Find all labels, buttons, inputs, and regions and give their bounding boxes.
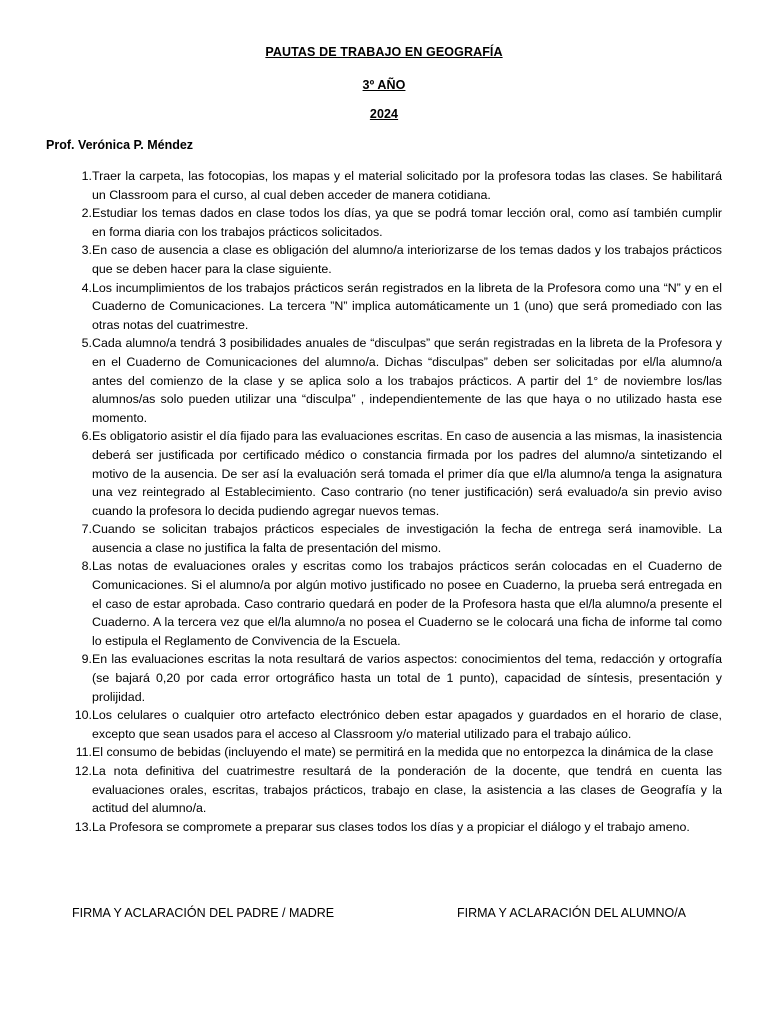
list-item-text: En las evaluaciones escritas la nota resultará de varios aspectos: conocimientos del tema, redacción y ortografía (se bajará 0,20 por cada error ortográfico hasta un total de 1 punto), capacidad de síntesis, presentación y prolijidad.	[92, 652, 722, 704]
student-signature-label: FIRMA Y ACLARACIÓN DEL ALUMNO/A	[457, 906, 687, 920]
list-item-text: Los celulares o cualquier otro artefacto electrónico deben estar apagados y guardados en el horario de clase, excepto que sean usados para el acceso al Classroom y/o material utilizado para el trabajo aúlico.	[92, 708, 722, 741]
list-item	[46, 743, 722, 762]
school-year: 2024	[369, 107, 399, 121]
list-item-text: Cada alumno/a tendrá 3 posibilidades anuales de “disculpas” que serán registradas en la libreta de la Profesora y en el Cuaderno de Comunicaciones del alumno/a. Dichas “disculpas” deben ser solicitadas por el/la alumno/a antes del comienzo de la clase y se aplica solo a los trabajos prácticos. A partir del 1° de noviembre los/las alumnos/as solo pueden utilizar una “disculpa” , independientemente de las que haya o no utilizado hasta ese momento.	[92, 336, 722, 425]
list-item-text: La Profesora se compromete a preparar sus clases todos los días y a propiciar el diálogo y el trabajo ameno.	[92, 819, 690, 834]
list-item-number: 1.	[81, 169, 92, 183]
list-item-text: En caso de ausencia a clase es obligación del alumno/a interiorizarse de los temas dados y los trabajos prácticos que se deben hacer para la clase siguiente.	[92, 243, 722, 276]
parent-signature-label: FIRMA Y ACLARACIÓN DEL PADRE / MADRE	[72, 906, 335, 920]
list-item-text: Los incumplimientos de los trabajos prácticos serán registrados en la libreta de la Profesora como una “N” y en el Cuaderno de Comunicaciones. La tercera ”N” implica automáticamente un 1 (uno) que será promediado con las otras notas del cuatrimestre.	[92, 280, 722, 332]
list-item	[46, 557, 722, 650]
list-item-number: 10.	[74, 708, 92, 723]
list-item	[46, 650, 722, 706]
list-item	[46, 706, 722, 743]
list-item-number: 11.	[75, 745, 92, 760]
list-item-text: La nota definitiva del cuatrimestre resultará de la ponderación de la docente, que tendrá en cuenta las evaluaciones orales, escritas, trabajos prácticos, trabajo en clase, la asistencia a las clases de Geografía y la actitud del alumno/a.	[92, 764, 722, 816]
document-title: PAUTAS DE TRABAJO EN GEOGRAFÍA	[265, 45, 503, 59]
list-item-text: Estudiar los temas dados en clase todos los días, ya que se podrá tomar lección oral, como así también cumplir en forma diaria con los trabajos prácticos solicitados.	[92, 206, 722, 239]
list-item-number: 3.	[81, 243, 92, 258]
list-item-number: 12.	[74, 764, 92, 778]
list-item-number: 7.	[81, 522, 92, 537]
list-item-number: 2.	[81, 206, 92, 221]
list-item	[46, 204, 722, 241]
list-item-text: Traer la carpeta, las fotocopias, los mapas y el material solicitado por la profesora todas las clases. Se habilitará un Classroom para el curso, al cual deben acceder de manera cotidiana.	[92, 169, 722, 202]
list-item-number: 8.	[81, 559, 92, 574]
list-item	[46, 520, 722, 557]
list-item	[46, 334, 722, 427]
list-item-number: 9.	[81, 652, 92, 667]
list-item-text: Las notas de evaluaciones orales y escritas como los trabajos prácticos serán colocadas en el Cuaderno de Comunicaciones. Si el alumno/a por algún motivo justificado no posee en Cuaderno, la prueba será entregada en el caso de estar aprobada. Caso contrario quedará en poder de la Profesora hasta que el/la alumno/a presente el Cuaderno. A la tercera vez que el/la alumno/a no posea el Cuaderno se le colocará una ficha de informe tal como lo estipula el Reglamento de Convivencia de la Escuela.	[92, 559, 722, 648]
list-item	[46, 427, 722, 520]
list-item	[46, 762, 722, 818]
rules-list	[46, 167, 722, 836]
teacher-name: Prof. Verónica P. Méndez	[46, 138, 194, 152]
list-item-text: Cuando se solicitan trabajos prácticos especiales de investigación la fecha de entrega será inamovible. La ausencia a clase no justifica la falta de presentación del mismo.	[92, 522, 722, 555]
list-item-text: Es obligatorio asistir el día fijado para las evaluaciones escritas. En caso de ausencia a las mismas, la inasistencia deberá ser justificada por certificado médico o constancia firmada por los padres del alumno/a sintetizando el motivo de la ausencia. De ser así la evaluación será tomada el primer día que el/la alumno/a tenga la asignatura una vez reintegrado al Establecimiento. Caso contrario (no tener justificación) será evaluado/a sin previo aviso cuando la profesora lo decida pudiendo agregar nuevos temas.	[92, 429, 722, 518]
year-level: 3º AÑO	[362, 78, 406, 92]
list-item-number: 5.	[81, 336, 92, 351]
list-item	[46, 167, 722, 204]
list-item-number: 13.	[74, 819, 92, 834]
list-item	[46, 241, 722, 278]
list-item-text: El consumo de bebidas (incluyendo el mate) se permitirá en la medida que no entorpezca la dinámica de la clase	[92, 745, 714, 760]
list-item	[46, 818, 722, 837]
list-item	[46, 279, 722, 335]
list-item-number: 4.	[81, 280, 92, 295]
list-item-number: 6.	[81, 429, 92, 444]
